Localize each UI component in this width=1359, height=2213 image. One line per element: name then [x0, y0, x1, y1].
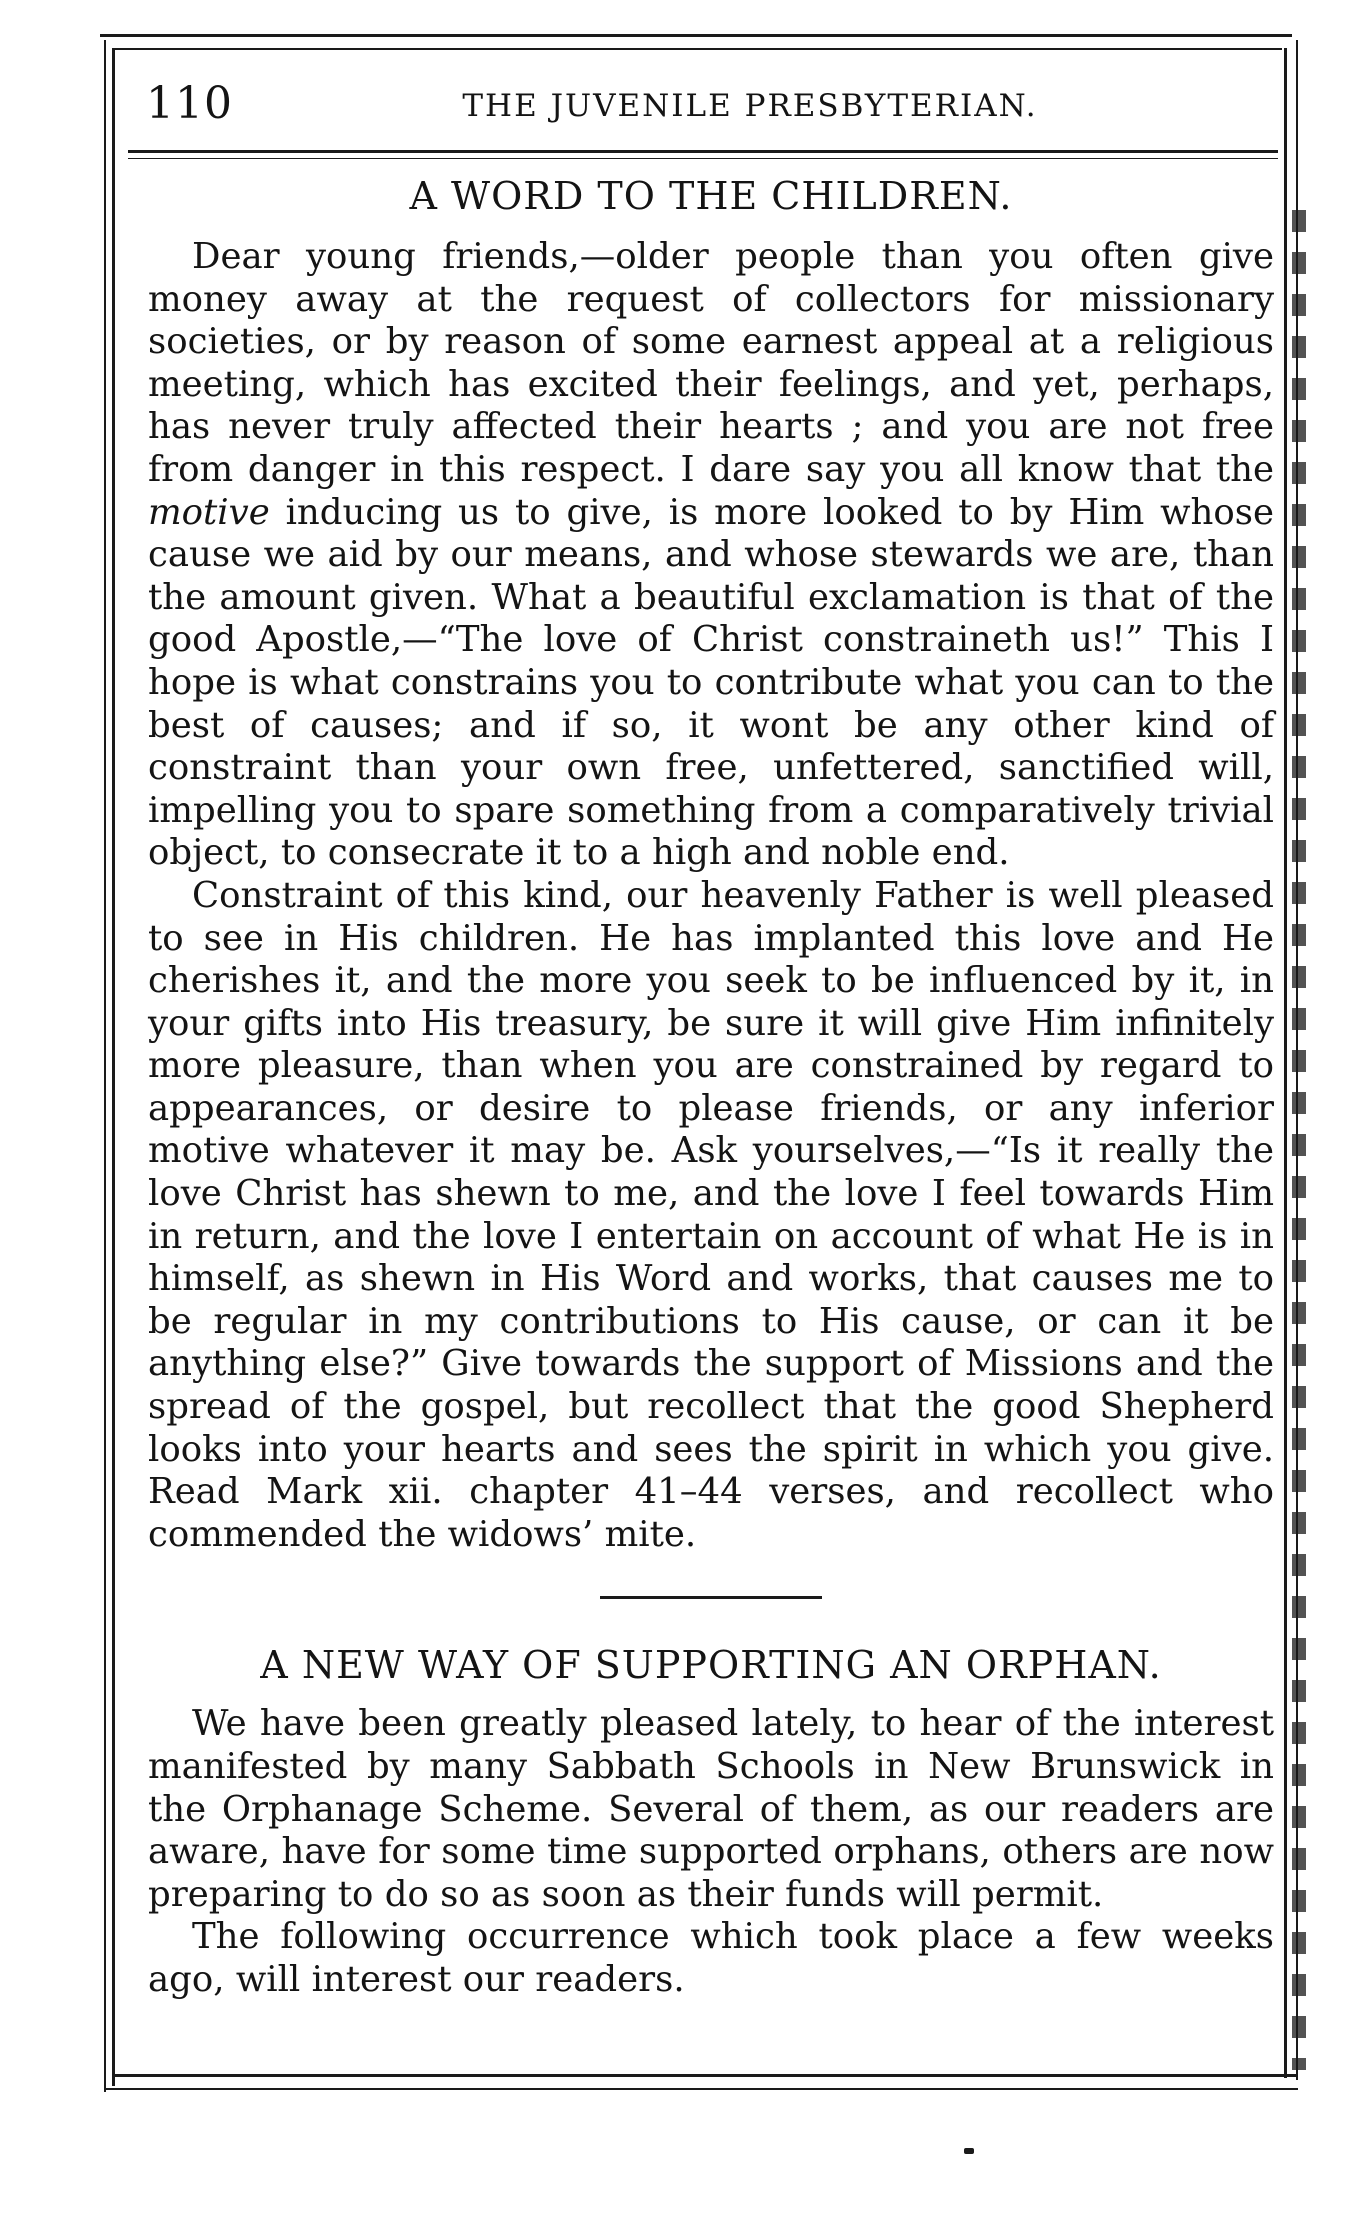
frame-left-outer-rule	[104, 40, 106, 2092]
header-rule-thin	[128, 158, 1278, 159]
frame-bottom-inner-rule	[112, 2074, 1298, 2077]
print-speck	[964, 2148, 974, 2154]
frame-bottom-outer-rule	[104, 2088, 1298, 2090]
running-head: THE JUVENILE PRESBYTERIAN.	[462, 88, 1038, 124]
margin-print-marks	[1292, 210, 1306, 2070]
paragraph-text: inducing us to give, is more looked to by Him whose cause we aid by our means, and whose stewards we are, than the amount given. What a beautiful exclamation is that of the good Apostle,—“The love of Christ constraineth us!” This I hope is what constrains you to contribute what you can to the best of causes; and if so, it wont be any other kind of constraint than your own free, unfettered, sanctified will, impelling you to spare something from a comparatively trivial object, to consecrate it to a high and noble end.	[148, 491, 1274, 874]
article-paragraph: Constraint of this kind, our heavenly Father is well pleased to see in His children. He has implanted this love and He cherishes it, and the more you seek to be influenced by it, in your gifts into His treasury, be sure it will give Him infinitely more pleasure, than when you are constrained by regard to appearances, or desire to please friends, or any inferior motive whatever it may be. Ask yourselves,—“Is it really the love Christ has shewn to me, and the love I feel towards Him in return, and the love I entertain on account of what He is in himself, as shewn in His Word and works, that causes me to be regular in my contributions to His cause, or can it be anything else?” Give towards the support of Missions and the spread of the gospel, but recollect that the good Shepherd looks into your hearts and sees the spirit in which you give. Read Mark xii. chapter 41–44 verses, and recollect who commended the widows’ mite.	[148, 874, 1274, 1555]
text-column	[148, 170, 1274, 2002]
frame-top-outer-rule	[100, 34, 1292, 37]
article-paragraph: We have been greatly pleased lately, to hear of the interest manifested by many Sabbath Schools in New Brunswick in the Orphanage Scheme. Several of them, as our readers are aware, have for some time supported orphans, others are now preparing to do so as soon as their funds will permit.	[148, 1703, 1274, 1915]
paragraph-text: Dear young friends,—older people than you often give money away at the request of collectors for missionary societies, or by reason of some earnest appeal at a religious meeting, which has excited their feelings, and yet, perhaps, has never truly affected their hearts ; and you are not free from danger in this respect. I dare say you all know that the	[148, 236, 1274, 490]
frame-left-rule	[112, 48, 115, 2086]
article-paragraph: The following occurrence which took place a few weeks ago, will interest our readers.	[148, 1916, 1274, 2000]
frame-top-inner-rule	[112, 48, 1282, 50]
emphasized-word: motive	[148, 491, 270, 533]
page-number: 110	[146, 78, 233, 129]
frame-right-rule	[1284, 48, 1287, 2078]
article-paragraph	[148, 236, 1274, 875]
article-title: A WORD TO THE CHILDREN.	[409, 174, 1013, 218]
header-rule	[128, 150, 1278, 153]
article-title: A NEW WAY OF SUPPORTING AN ORPHAN.	[260, 1643, 1162, 1688]
section-divider	[600, 1596, 822, 1599]
